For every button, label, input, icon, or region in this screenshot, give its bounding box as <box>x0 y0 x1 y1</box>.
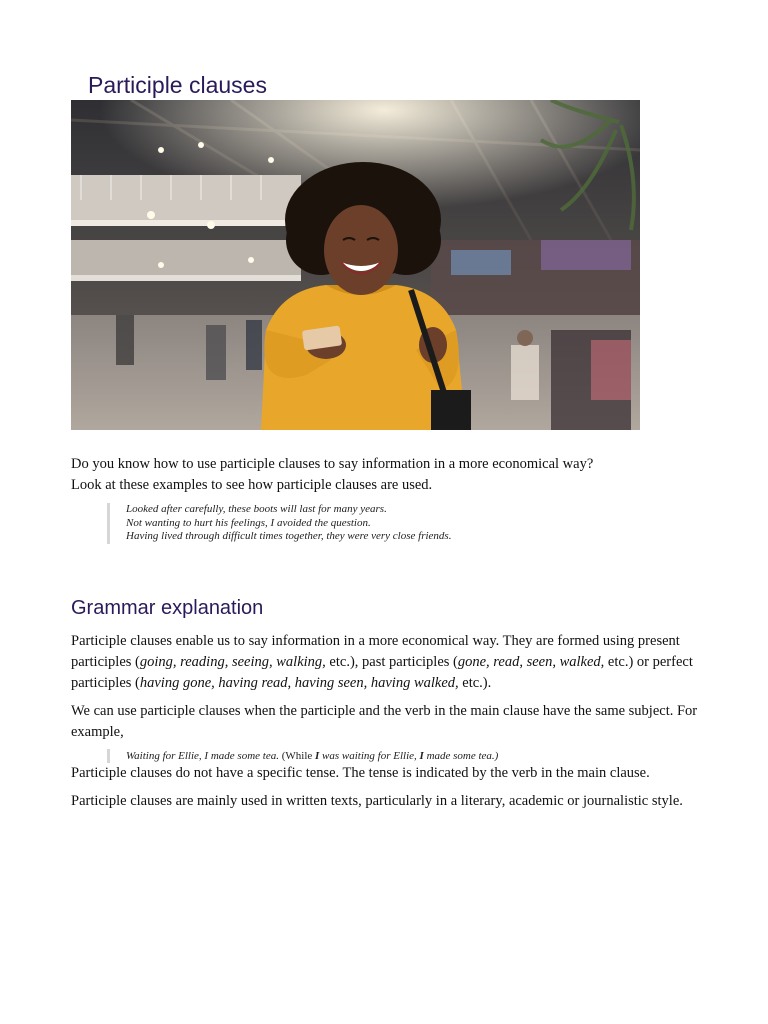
example-3: Having lived through difficult times together, they were very close friends. <box>126 530 452 542</box>
grammar-example-blockquote <box>107 749 498 763</box>
grammar-p1-perfect: having gone, having read, having seen, having walked, <box>139 675 459 691</box>
grammar-paragraph-1 <box>71 631 711 694</box>
intro-line-2: Look at these examples to see how participle clauses are used. <box>71 477 433 493</box>
grammar-example-c: I <box>315 750 320 762</box>
examples-blockquote <box>107 503 451 544</box>
grammar-p1-past: gone, read, seen, walked, <box>457 654 605 670</box>
grammar-example-f: made some tea.) <box>423 750 499 762</box>
grammar-p1-text-4: etc.). <box>458 675 492 691</box>
grammar-heading: Grammar explanation <box>71 597 264 619</box>
grammar-p1-text-2: etc.), past participles ( <box>325 654 458 670</box>
grammar-example-a: Waiting for Ellie, I made some tea. <box>126 750 279 762</box>
photo-illustration <box>71 100 640 430</box>
grammar-paragraph-4: Participle clauses are mainly used in written texts, particularly in a literary, academic or journalistic style. <box>71 793 683 809</box>
grammar-example-b: (While <box>278 750 316 762</box>
grammar-p1-text-1: Participle clauses enable us to say information in a more economical way. They are formed using present participles ( <box>71 633 680 670</box>
page-title: Participle clauses <box>88 72 267 98</box>
intro-paragraph <box>71 454 711 496</box>
grammar-example-d: was waiting for Ellie, <box>319 750 420 762</box>
grammar-paragraph-2: We can use participle clauses when the participle and the verb in the main clause have the same subject. For example, <box>71 703 698 740</box>
grammar-p1-present: going, reading, seeing, walking, <box>139 654 326 670</box>
grammar-example-e: I <box>419 750 424 762</box>
example-2: Not wanting to hurt his feelings, I avoided the question. <box>126 516 371 529</box>
grammar-paragraph-3: Participle clauses do not have a specific tense. The tense is indicated by the verb in the main clause. <box>71 765 650 781</box>
grammar-p1-text-3: etc.) or perfect participles ( <box>71 654 693 691</box>
example-1: Looked after carefully, these boots will last for many years. <box>126 503 387 515</box>
photo-woman-with-phone-icon <box>71 100 640 430</box>
intro-line-1: Do you know how to use participle clauses to say information in a more economical way? <box>71 456 594 472</box>
